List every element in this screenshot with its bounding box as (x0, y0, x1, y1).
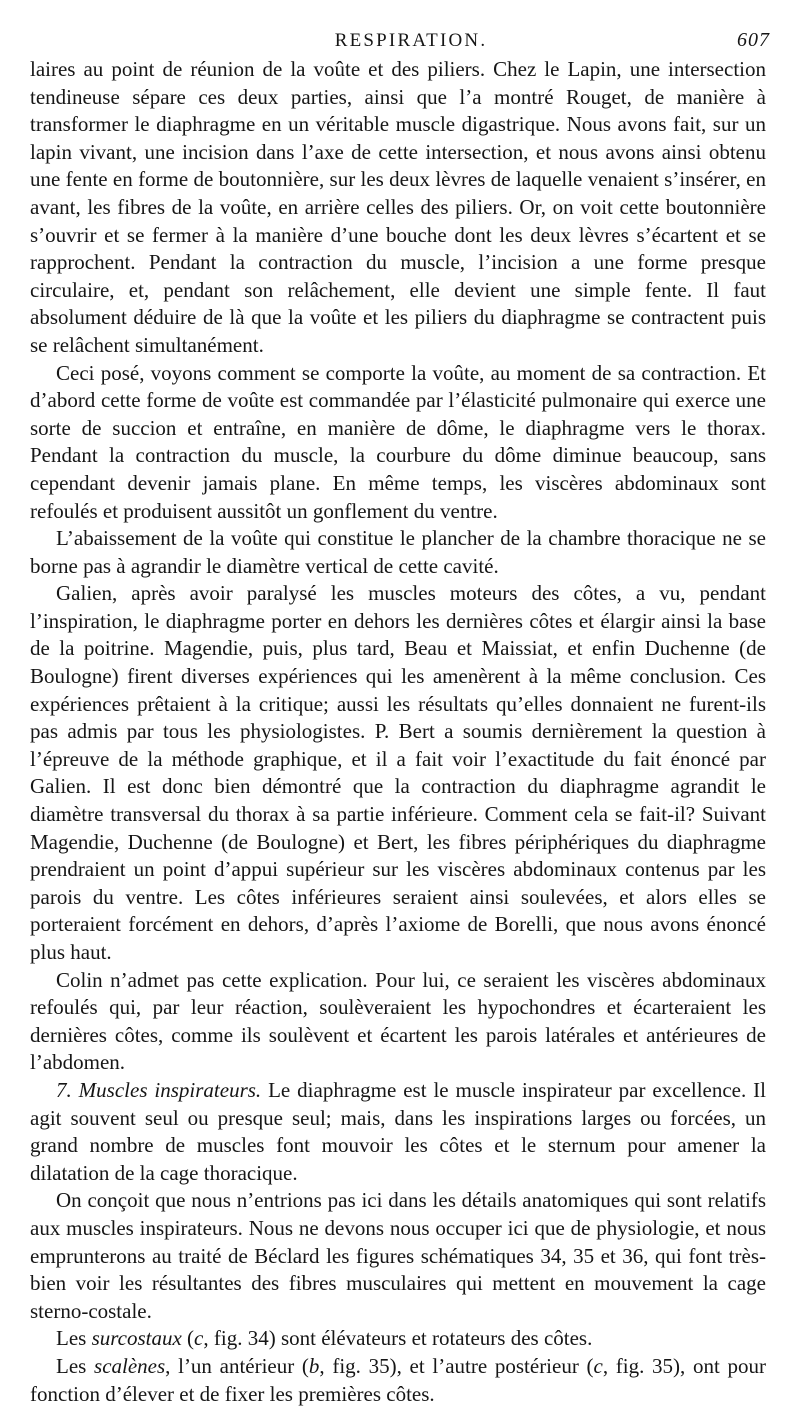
paragraph-text: laires au point de réunion de la voûte et des piliers. Chez le Lapin, une intersection tendineuse sépare ces deux parties, ainsi que l’a montré Rouget, de manière à transformer le diaphragme en un véritable muscle digastrique. Nous avons fait, sur un lapin vivant, une incision dans l’axe de cette intersection, et nous avons ainsi obtenu une fente en forme de boutonnière, sur les deux lèvres de laquelle venaient s’insérer, en avant, les fibres de la voûte, en arrière celles des piliers. Or, on voit cette boutonnière s’ouvrir et se fermer à la manière d’une bouche dont les deux lèvres s’écartent et se rapprochent. Pendant la contraction du muscle, l’incision a une forme presque circulaire, et, pendant son relâchement, elle devient une simple fente. Il faut absolument déduire de là que la voûte et les piliers du diaphragme se contractent puis se relâchent simultanément. (30, 57, 766, 357)
page-number: 607 (737, 29, 770, 51)
section-heading: Muscles inspirateurs. (78, 1077, 262, 1102)
paragraph-8 (30, 1325, 766, 1353)
figure-ref-open: ( (187, 1326, 195, 1351)
paragraph-text: On conçoit que nous n’entrions pas ici dans les détails anatomiques qui sont relatifs aux muscles inspirateurs. Nous ne devons nous occuper ici que de physiologie, et nous emprunterons au traité de Béclard les figures schématiques 34, 35 et 36, qui font très-bien voir les résultantes des fibres musculaires qui mettent en mouvement la cage sterno-costale. (30, 1188, 766, 1323)
page-header (30, 26, 770, 56)
paragraph-9 (30, 1353, 766, 1408)
term-surcostaux: surcostaux (91, 1326, 182, 1351)
figure-ref-letter: c (593, 1353, 603, 1378)
figure-ref-rest: , fig. 34) (203, 1326, 276, 1351)
text-segment: , fig. 35), et l’autre postérieur ( (319, 1353, 594, 1378)
paragraph-text: L’abaissement de la voûte qui constitue le plancher de la chambre thoracique ne se borne pas à agrandir le diamètre vertical de cette cavité. (30, 526, 766, 578)
paragraph-2 (30, 360, 766, 526)
paragraph-4 (30, 580, 766, 966)
paragraph-5 (30, 967, 766, 1077)
figure-ref-letter: b (308, 1353, 320, 1378)
paragraph-1 (30, 56, 766, 360)
paragraph-6-section-7 (30, 1077, 766, 1187)
paragraph-7 (30, 1187, 766, 1325)
text-segment: , fig. 35), ont pour fonction d’élever et de fixer les premières côtes. (30, 1353, 766, 1406)
paragraph-text: sont élévateurs et rotateurs des côtes. (280, 1326, 593, 1351)
text-segment: , l’un antérieur ( (165, 1353, 309, 1378)
paragraph-text: Galien, après avoir paralysé les muscles moteurs des côtes, a vu, pendant l’inspiration, le diaphragme porter en dehors les dernières côtes et élargir ainsi la base de la poitrine. Magendie, puis, plus tard, Beau et Maissiat, et enfin Duchenne (de Boulogne) firent diverses expériences qui les amenèrent à la même conclusion. Ces expériences prêtaient à la critique; aussi les résultats qu’elles donnaient ne furent-ils pas admis par tous les physiologistes. P. Bert a soumis dernièrement la question à l’épreuve de la méthode graphique, et il a fait voir l’exactitude du fait énoncé par Galien. Il est donc bien démontré que la contraction du diaphragme agrandit le diamètre transversal du thorax à sa partie inférieure. Comment cela se fait-il? Suivant Magendie, Duchenne (de Boulogne) et Bert, les fibres périphériques du diaphragme prendraient un point d’appui supérieur sur les viscères abdominaux contenus par les parois du ventre. Les côtes inférieures seraient ainsi soulevées, et alors elles se porteraient forcément en dehors, d’après l’axiome de Borelli, que nous avons énoncé plus haut. (30, 581, 766, 964)
term-scalenes: scalènes (94, 1353, 166, 1378)
lead-word: Les (56, 1353, 87, 1378)
running-title: RESPIRATION. (334, 30, 488, 51)
section-number: 7. (56, 1077, 72, 1102)
paragraph-text: Ceci posé, voyons comment se comporte la voûte, au moment de sa contraction. Et d’abord cette forme de voûte est commandée par l’élasticité pulmonaire qui exerce une sorte de succion et entraîne, en manière de dôme, le diaphragme vers le thorax. Pendant la contraction du muscle, la courbure du dôme diminue beaucoup, sans cependant devenir jamais plane. En même temps, les viscères abdominaux sont refoulés et produisent aussitôt un gonflement du ventre. (30, 360, 766, 523)
paragraph-text: Colin n’admet pas cette explication. Pour lui, ce seraient les viscères abdominaux refoulés qui, par leur réaction, soulèveraient les hypochondres et écarteraient les dernières côtes, comme ils soulèvent et écartent les parois latérales et antérieures de l’abdomen. (30, 967, 766, 1075)
figure-ref-letter: c (194, 1326, 204, 1351)
body-text (30, 56, 766, 1408)
paragraph-text: Le diaphragme est le muscle inspirateur par excellence. Il agit souvent seul ou presque seul; mais, dans les inspirations larges ou forcées, un grand nombre de muscles font mouvoir les côtes et le sternum pour amener la dilatation de la cage thoracique. (30, 1077, 766, 1185)
lead-word: Les (56, 1326, 87, 1351)
paragraph-3 (30, 525, 766, 580)
